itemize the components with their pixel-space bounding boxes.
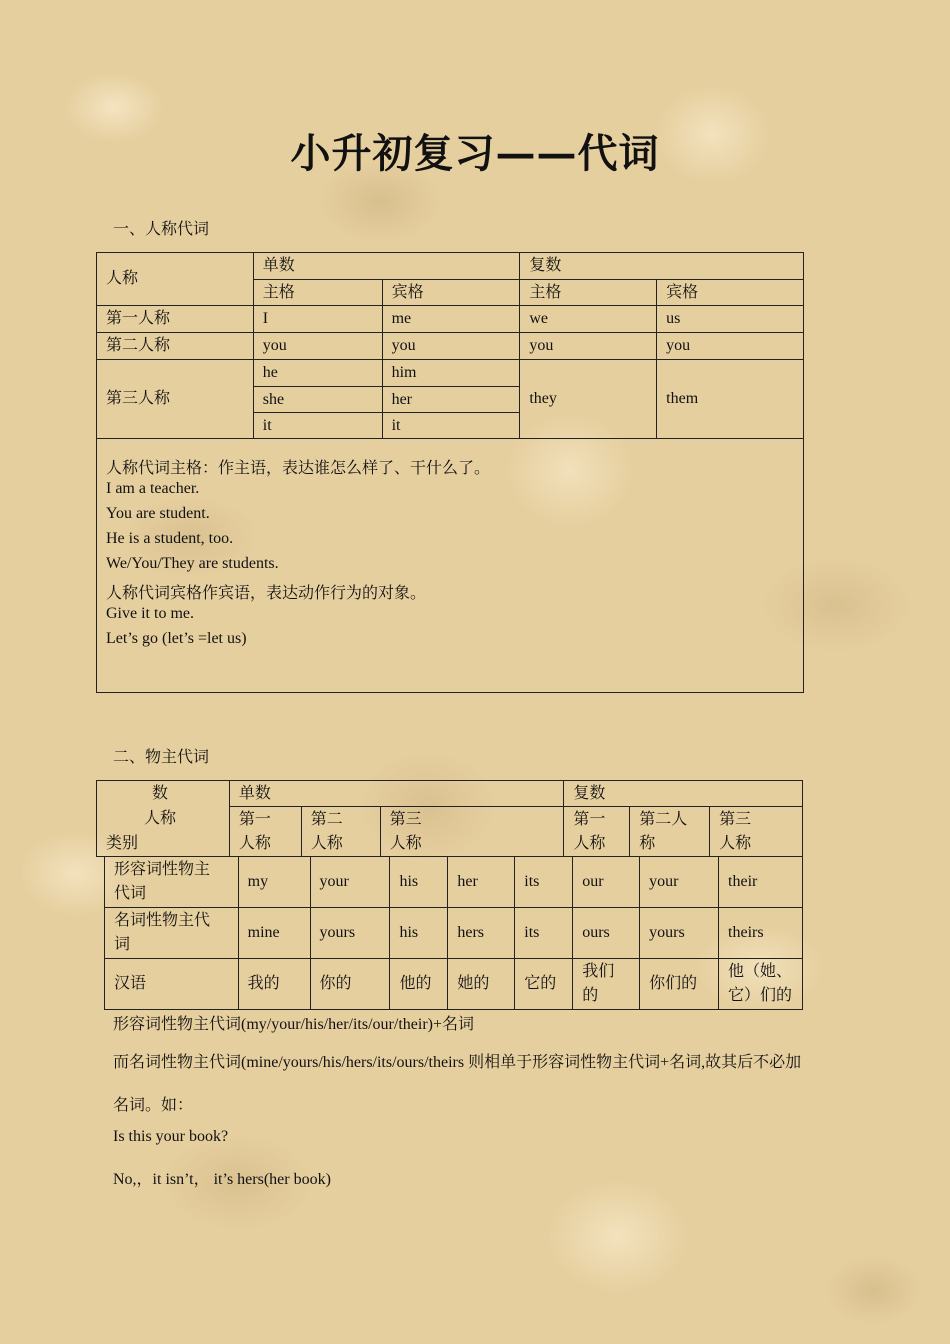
row-label-text: 代词	[114, 885, 147, 902]
header-text: 人称	[719, 834, 752, 852]
header-singular-subject: 主格	[253, 280, 382, 306]
table-row	[97, 360, 804, 387]
paragraph: 名词。如：	[113, 1097, 194, 1114]
header-plural-object: 宾格	[657, 280, 804, 306]
header-text: 称	[639, 834, 656, 852]
note-line: You are student.	[106, 505, 210, 522]
note-line: 人称代词主格：作主语，表达谁怎么样了、干什么了。	[106, 460, 491, 477]
cell: you	[520, 333, 657, 360]
cell: 她的	[448, 959, 515, 1010]
header-text: 人称	[310, 834, 343, 852]
cell: ours	[573, 908, 640, 959]
cell: we	[520, 306, 657, 333]
cell: her	[382, 387, 520, 413]
cell: hers	[448, 908, 515, 959]
cell: 他（她、它）们的	[719, 959, 803, 1010]
cell: your	[310, 857, 390, 908]
cell: I	[253, 306, 382, 333]
header-plural-first	[564, 807, 630, 857]
cell: you	[657, 333, 804, 360]
header-text: 第一	[573, 810, 606, 828]
personal-pronoun-table	[96, 252, 804, 439]
header-text: 第三	[719, 810, 752, 828]
cell: mine	[238, 908, 310, 959]
header-singular-second	[301, 807, 380, 857]
cell: their	[719, 857, 803, 908]
cell: she	[253, 387, 382, 413]
cell: your	[640, 857, 719, 908]
header-singular: 单数	[253, 253, 520, 280]
header-singular-first	[229, 807, 301, 857]
header-singular-third	[380, 807, 564, 857]
cell: his	[390, 857, 448, 908]
row-label: 汉语	[105, 959, 239, 1010]
table-row	[97, 333, 804, 360]
table-row	[105, 857, 803, 908]
cell: 你的	[310, 959, 390, 1010]
header-text: 人称	[389, 834, 422, 852]
table-row	[105, 908, 803, 959]
paragraph: Is this your book?	[113, 1128, 229, 1145]
header-plural-second	[630, 807, 710, 857]
row-label	[105, 908, 239, 959]
cell: 你们的	[640, 959, 719, 1010]
header-plural: 复数	[520, 253, 804, 280]
note-line: Give it to me.	[106, 605, 194, 622]
row-label: 第三人称	[97, 360, 254, 439]
header-plural-subject: 主格	[520, 280, 657, 306]
header-plural: 复数	[564, 781, 803, 807]
header-text: 第二人	[639, 810, 688, 828]
header-num: 数	[152, 785, 169, 802]
cell: its	[515, 908, 573, 959]
paragraph: 而名词性物主代词(mine/yours/his/hers/its/ours/theirs 则相单于形容词性物主代词+名词,故其后不必加	[113, 1054, 802, 1071]
header-corner	[97, 781, 230, 857]
cell: him	[382, 360, 520, 387]
header-text: 人称	[573, 834, 606, 852]
cell: me	[382, 306, 520, 333]
header-text: 第一	[238, 810, 271, 828]
row-label	[105, 857, 239, 908]
personal-pronoun-notes	[96, 439, 804, 693]
table-row	[105, 959, 803, 1010]
note-line: I am a teacher.	[106, 480, 200, 497]
cell: us	[657, 306, 804, 333]
row-label-text: 形容词性物主	[114, 861, 211, 878]
page-title: 小升初复习——代词	[290, 130, 660, 177]
header-singular-object: 宾格	[382, 280, 520, 306]
row-label-text: 词	[114, 936, 131, 953]
cell: you	[253, 333, 382, 360]
cell: 他的	[390, 959, 448, 1010]
header-person: 人称	[144, 810, 177, 827]
note-line: 人称代词宾格作宾语，表达动作行为的对象。	[106, 585, 427, 602]
cell: it	[253, 413, 382, 439]
cell: his	[390, 908, 448, 959]
header-text: 人称	[238, 834, 271, 852]
cell: our	[573, 857, 640, 908]
note-line: Let’s go (let’s =let us)	[106, 630, 247, 647]
row-label: 第一人称	[97, 306, 254, 333]
cell: yours	[640, 908, 719, 959]
header-singular: 单数	[229, 781, 563, 807]
cell: her	[448, 857, 515, 908]
note-line: He is a student, too.	[106, 530, 234, 547]
cell: yours	[310, 908, 390, 959]
row-label: 第二人称	[97, 333, 254, 360]
row-label-text: 名词性物主代	[114, 912, 211, 929]
cell: my	[238, 857, 310, 908]
possessive-body-table	[104, 856, 803, 1010]
table-row	[97, 306, 804, 333]
paragraph: 形容词性物主代词(my/your/his/her/its/our/their)+名词	[113, 1016, 474, 1033]
section-heading-possessive-pronouns: 二、物主代词	[113, 749, 210, 766]
cell: 我们的	[573, 959, 640, 1010]
possessive-header-table	[96, 780, 803, 857]
header-text: 第三	[389, 810, 422, 828]
header-text: 第二	[310, 810, 343, 828]
cell: he	[253, 360, 382, 387]
cell: theirs	[719, 908, 803, 959]
header-category: 类别	[106, 835, 139, 852]
cell: them	[657, 360, 804, 439]
header-plural-third	[710, 807, 803, 857]
cell: it	[382, 413, 520, 439]
cell: 它的	[515, 959, 573, 1010]
cell: its	[515, 857, 573, 908]
section-heading-personal-pronouns: 一、人称代词	[113, 221, 210, 238]
cell: you	[382, 333, 520, 360]
note-line: We/You/They are students.	[106, 555, 279, 572]
header-person: 人称	[97, 253, 254, 306]
cell: 我的	[238, 959, 310, 1010]
cell: they	[520, 360, 657, 439]
paragraph: No,，it isn’t， it’s hers(her book)	[113, 1171, 331, 1188]
